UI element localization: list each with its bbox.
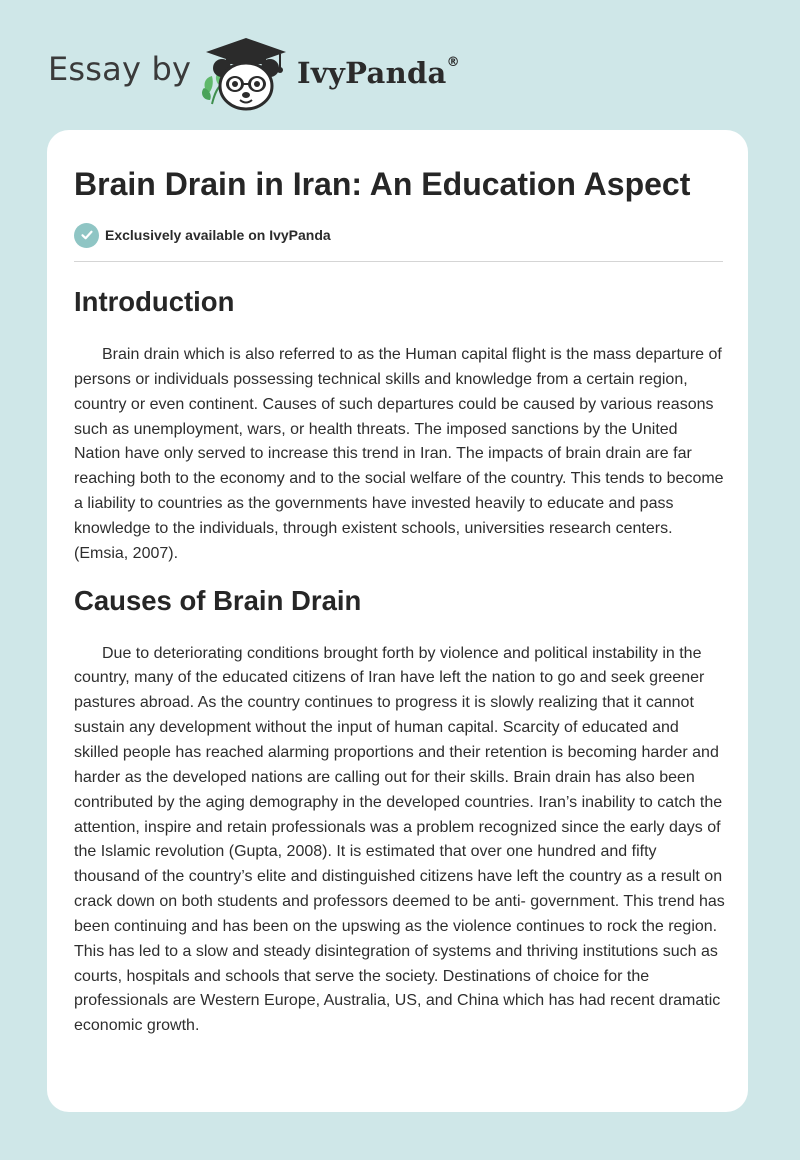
brand-name-text: IvyPanda <box>297 56 447 90</box>
exclusive-badge <box>74 222 331 248</box>
brand-prefix: Essay by <box>48 50 192 88</box>
exclusive-badge-text: Exclusively available on IvyPanda <box>105 227 331 243</box>
essay-title: Brain Drain in Iran: An Education Aspect <box>74 166 691 202</box>
check-circle-icon <box>74 223 99 248</box>
brand-name <box>297 56 460 90</box>
section-heading: Causes of Brain Drain <box>74 584 362 616</box>
essay-card <box>47 130 748 1112</box>
section-paragraph: Brain drain which is also referred to as the Human capital flight is the mass departure of persons or individuals possessing technical skills and knowledge from a certain region, country or even continent. Causes of such departures could be caused by various reasons such as unemployment, wars, or health threats. The imposed sanctions by the United Nation have only served to increase this trend in Iran. The impacts of brain drain are far reaching both to the economy and to the social welfare of the country. This tends to become a liability to countries as the governments have invested heavily to educate and pass knowledge to the individuals, through existent schools, universities research centers. (Emsia, 2007). <box>74 346 724 562</box>
section-paragraph: Due to deteriorating conditions brought forth by violence and political instability in the country, many of the educated citizens of Iran have left the nation to go and seek greener pastures abroad. As the country continues to progress it is slowly realizing that it cannot sustain any development without the input of human capital. Scarcity of educated and skilled people has reached alarming proportions and their retention is becoming harder and harder as the developed nations are calling out for their skills. Brain drain has also been contributed by the aging demography in the developed countries. Iran’s inability to catch the attention, inspire and retain professionals was a problem recognized since the early days of the Islamic revolution (Gupta, 2008). It is estimated that over one hundred and fifty thousand of the country’s elite and distinguished citizens have left the country as a result on crack down on both students and professors deemed to be anti- government. This trend has been continuing and has been on the upswing as the violence continues to rock the region. This has led to a slow and steady disintegration of systems and thriving institutions such as courts, hospitals and schools that serve the society. Destinations of choice for the professionals are Western Europe, Australia, US, and China which has had recent dramatic economic growth. <box>74 644 725 1035</box>
section-causes <box>74 579 726 1040</box>
panda-graduate-logo-icon <box>200 34 292 114</box>
section-heading: Introduction <box>74 286 235 317</box>
section-introduction <box>74 280 726 567</box>
divider <box>74 261 723 262</box>
essay-content <box>74 280 726 1039</box>
registered-mark: ® <box>446 55 460 71</box>
site-header <box>0 0 800 130</box>
